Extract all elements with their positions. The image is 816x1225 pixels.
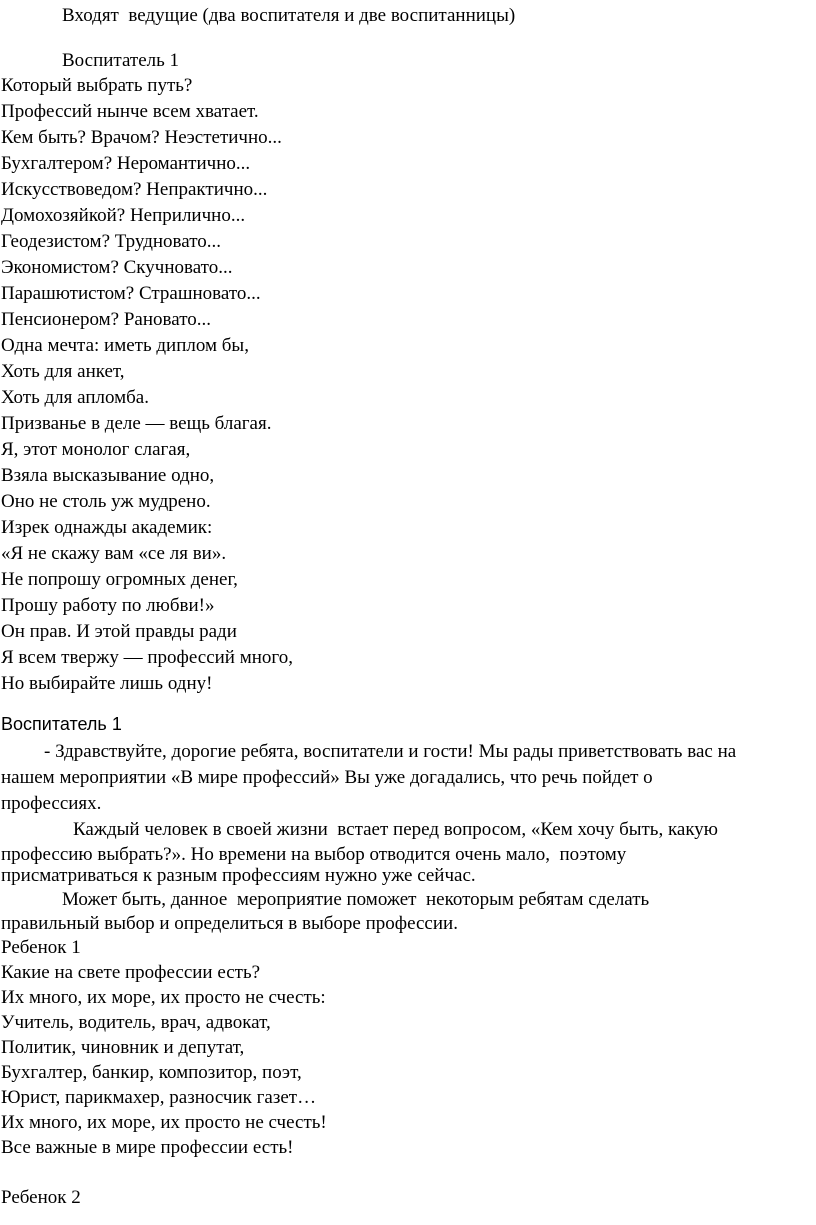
poem-line: Искусствоведом? Непрактично... [1, 179, 268, 200]
poem-line: Парашютистом? Страшновато... [1, 283, 261, 304]
poem-line: Пенсионером? Рановато... [1, 309, 212, 330]
stage-direction: Входят ведущие (два воспитателя и две воспитанницы) [62, 5, 516, 26]
speech-line: профессию выбрать?». Но времени на выбор отводится очень мало, поэтому [1, 844, 627, 865]
poem-line: Прошу работу по любви!» [1, 595, 215, 616]
poem-line: Изрек однажды академик: [1, 517, 213, 538]
speech-line: Каждый человек в своей жизни встает перед вопросом, «Кем хочу быть, какую [73, 819, 718, 840]
poem-line: «Я не скажу вам «се ля ви». [1, 543, 227, 564]
speaker-label: Воспитатель 1 [62, 50, 180, 71]
speech-line: присматриваться к разным профессиям нужно уже сейчас. [1, 865, 476, 886]
poem-line: Он прав. И этой правды ради [1, 621, 237, 642]
poem-line: Их много, их море, их просто не счесть: [1, 987, 326, 1008]
section-heading: Воспитатель 1 [1, 714, 122, 734]
poem-line: Политик, чиновник и депутат, [1, 1037, 245, 1058]
speech-line: профессиях. [1, 793, 102, 814]
poem-line: Учитель, водитель, врач, адвокат, [1, 1012, 271, 1033]
poem-line: Хоть для анкет, [1, 361, 125, 382]
poem-line: Все важные в мире профессии есть! [1, 1137, 294, 1158]
poem-line: Геодезистом? Трудновато... [1, 231, 221, 252]
poem-line: Взяла высказывание одно, [1, 465, 215, 486]
poem-line: Юрист, парикмахер, разносчик газет… [1, 1087, 317, 1108]
poem-line: Оно не столь уж мудрено. [1, 491, 211, 512]
poem-line: Их много, их море, их просто не счесть! [1, 1112, 327, 1133]
poem-line: Который выбрать путь? [1, 75, 193, 96]
speaker-label: Ребенок 1 [1, 937, 81, 958]
poem-line: Одна мечта: иметь диплом бы, [1, 335, 249, 356]
speech-line: - Здравствуйте, дорогие ребята, воспитатели и гости! Мы рады приветствовать вас на [44, 741, 737, 762]
poem-line: Я всем твержу — профессий много, [1, 647, 293, 668]
speech-line: нашем мероприятии «В мире профессий» Вы уже догадались, что речь пойдет о [1, 767, 653, 788]
poem-line: Домохозяйкой? Неприлично... [1, 205, 246, 226]
speech-line: правильный выбор и определиться в выборе профессии. [1, 913, 458, 934]
poem-line: Бухгалтер, банкир, композитор, поэт, [1, 1062, 302, 1083]
poem-line: Профессий нынче всем хватает. [1, 101, 259, 122]
poem-line: Бухгалтером? Неромантично... [1, 153, 251, 174]
poem-line: Хоть для апломба. [1, 387, 149, 408]
poem-line: Но выбирайте лишь одну! [1, 673, 213, 694]
speaker-label: Ребенок 2 [1, 1187, 81, 1208]
poem-line: Кем быть? Врачом? Неэстетично... [1, 127, 282, 148]
poem-line: Какие на свете профессии есть? [1, 962, 261, 983]
poem-line: Призванье в деле — вещь благая. [1, 413, 272, 434]
poem-line: Я, этот монолог слагая, [1, 439, 191, 460]
poem-line: Экономистом? Скучновато... [1, 257, 233, 278]
poem-line: Не попрошу огромных денег, [1, 569, 238, 590]
speech-line: Может быть, данное мероприятие поможет некоторым ребятам сделать [62, 889, 650, 910]
